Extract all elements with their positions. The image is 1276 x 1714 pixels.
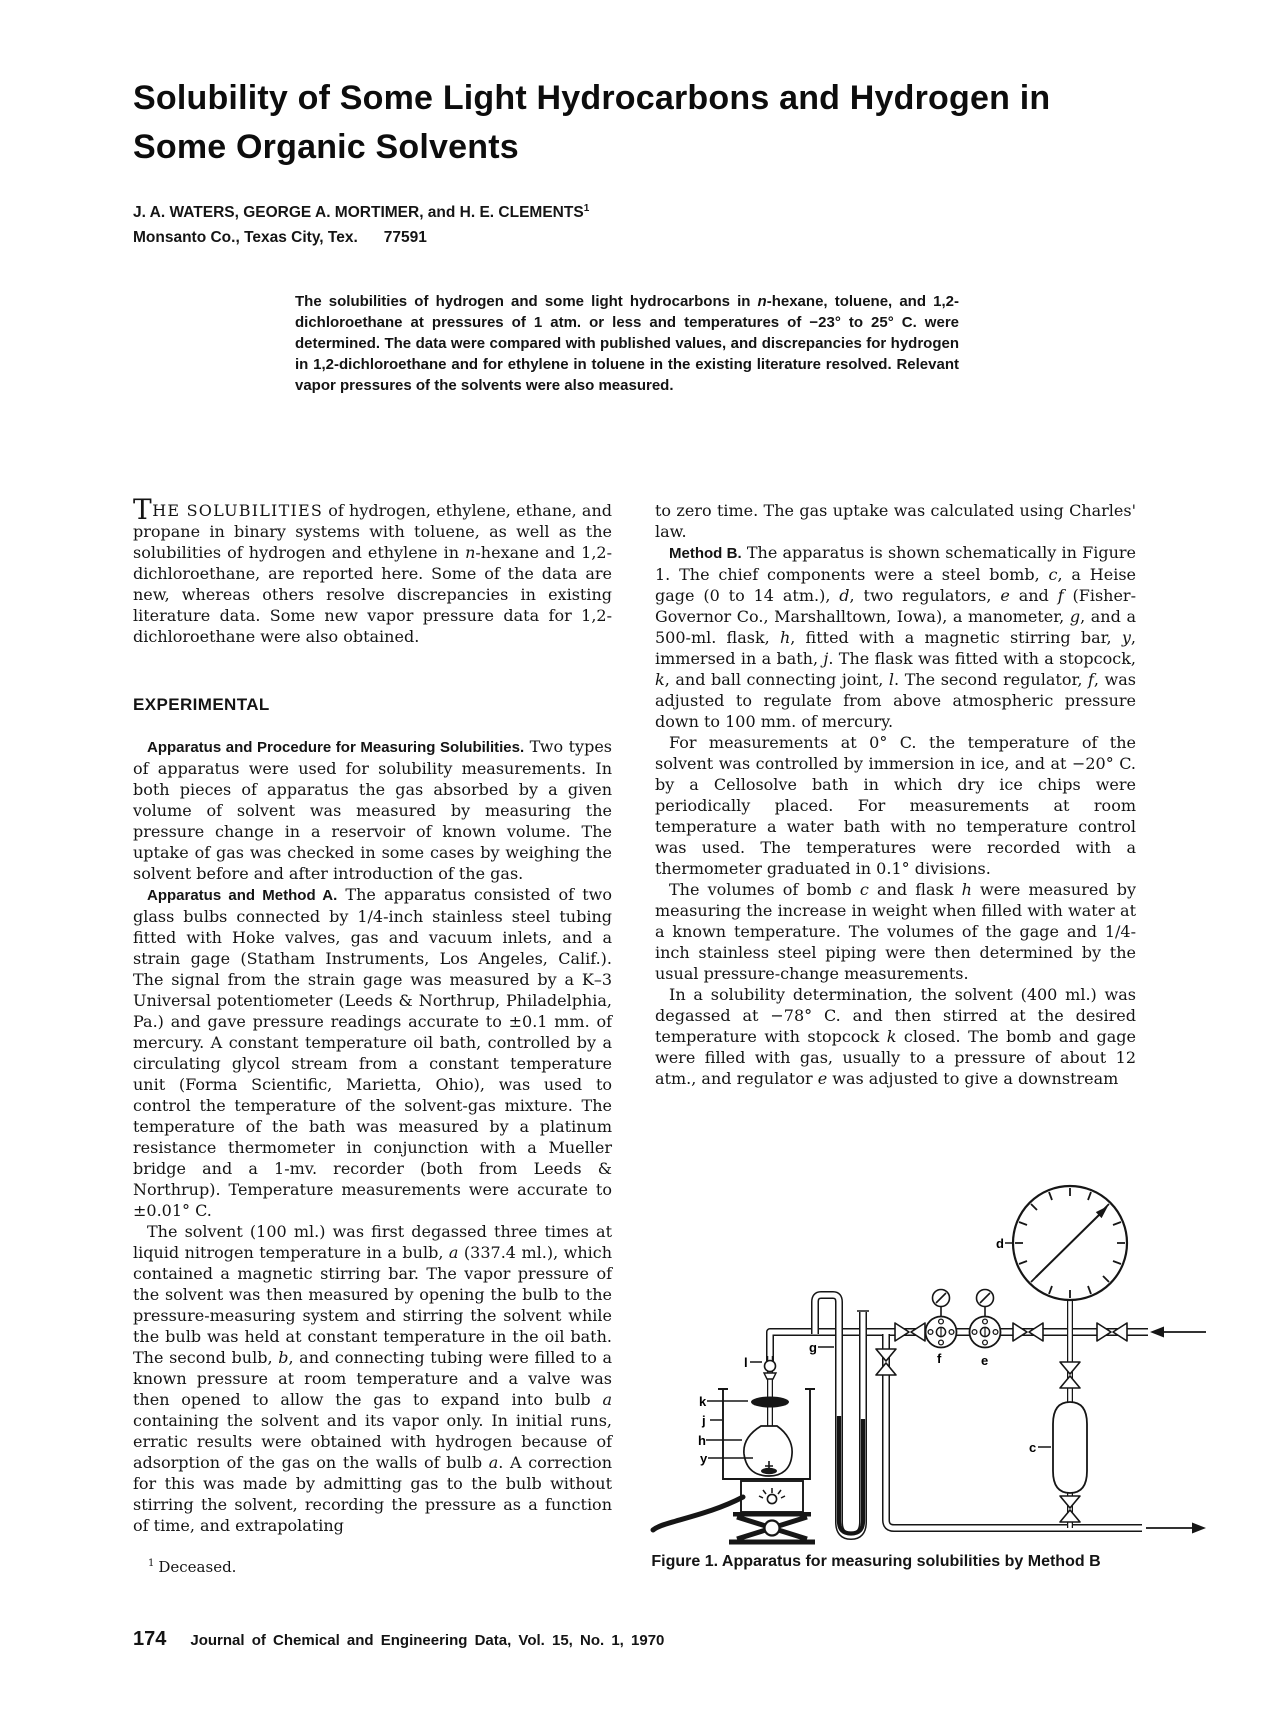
paragraph-solvent: The solvent (100 ml.) was first degassed three times at liquid nitrogen temperature in a bulb, a (337.4 ml.), which contained a magnetic stirring bar. The vapor pressure of the solvent was then measured by opening the bulb to the pressure-measuring system and stirring the solvent while the bulb was held at constant temperature in the oil bath. The second bulb, b, and connecting tubing were filled to a known pressure at room temperature and a valve was then opened to allow the gas to expand into bulb a containing the solvent and its vapor only. In initial runs, erratic results were obtained with hydrogen because of adsorption of the gas on the walls of bulb a. A correction for this was made by admitting gas to the bulb without stirring the solvent, recording the pressure as a function of time, and extrapolating	[133, 1222, 613, 1535]
paragraph-method-b: Method B. The apparatus is shown schematically in Figure 1. The chief components were a steel bomb, c, a Heise gage (0 to 14 atm.), d, two regulators, e and f (Fisher-Governor Co., Marshalltown, Iowa), a manometer, g, and a 500-ml. flask, h, fitted with a magnetic stirring bar, y, immersed in a bath, j. The flask was fitted with a stopcock, k, and ball connecting joint, l. The second regulator, f, was adjusted to regulate from above atmospheric pressure down to 100 mm. of mercury.	[655, 543, 1137, 731]
figure-label-h: h	[698, 1433, 706, 1448]
apparatus-diagram	[628, 1178, 1212, 1554]
figure-label-c: c	[1029, 1440, 1037, 1455]
page-title	[133, 74, 1133, 172]
paragraph-volumes: The volumes of bomb c and flask h were measured by measuring the increase in weight when filled with water at a known temperature. The volumes of the gage and 1/4-inch stainless steel piping were then determined by the usual pressure-change measurements.	[655, 880, 1137, 983]
paragraph-apparatus-procedure: Apparatus and Procedure for Measuring Solubilities. Two types of apparatus were used for solubility measurements. In both pieces of apparatus the gas absorbed by a given volume of solvent was measured by measuring the pressure change in a reservoir of known volume. The uptake of gas was checked in some cases by weighing the solvent before and after introduction of the gas.	[133, 737, 612, 883]
page-number: 174	[133, 1628, 167, 1650]
gas-inlet-arrow	[1150, 1327, 1206, 1338]
figure-label-e: e	[981, 1353, 989, 1368]
paragraph-method-a: Apparatus and Method A. The apparatus consisted of two glass bulbs connected by 1/4-inch stainless steel tubing fitted with Hoke valves, gas and vacuum inlets, and a strain gage (Statham Instruments, Los Angeles, Calif.). The signal from the strain gage was measured by a K–3 Universal potentiometer (Leeds & Northrup, Philadelphia, Pa.) and gave pressure readings accurate to ±0.1 mm. of mercury. A constant temperature oil bath, controlled by a circulating glycol stream from a constant temperature unit (Forma Scientific, Marietta, Ohio), was used to control the temperature of the solvent-gas mixture. The temperature of the bath was measured by a platinum resistance thermometer in conjunction with a Mueller bridge and a 1-mv. recorder (both from Leeds & Northrup). Temperature measurements were accurate to ±0.01° C.	[133, 885, 612, 1220]
affiliation-zip: 77591	[383, 229, 427, 246]
run-in-heading: Method B.	[669, 545, 742, 562]
pressure-gauge-d	[1013, 1186, 1127, 1300]
figure-caption: Figure 1. Apparatus for measuring solubilities by Method B	[651, 1553, 1101, 1570]
page-footer	[133, 1628, 664, 1651]
column-right	[655, 500, 1136, 1089]
footnote-text: Deceased.	[158, 1558, 237, 1576]
figure-label-y: y	[700, 1451, 708, 1466]
figure-label-l: l	[744, 1355, 748, 1370]
paragraph-measurements: For measurements at 0° C. the temperature of the solvent was controlled by immersion in ice, and at −20° C. by a Cellosolve bath in which dry ice chips were periodically placed. For measurements at room temperature a water bath with no temperature control was used. The temperatures were recorded with a thermometer graduated in 0.1° divisions.	[655, 733, 1136, 878]
gas-bomb-c	[1053, 1402, 1087, 1493]
regulator-e	[970, 1290, 1001, 1348]
title-line-2: Some Organic Solvents	[133, 128, 519, 166]
footnote	[148, 1558, 236, 1576]
paragraph-intro: THE SOLUBILITIES of hydrogen, ethylene, ethane, and propane in binary systems with toluene, as well as the solubilities of hydrogen and ethylene in n-hexane and 1,2-dichloroethane, are reported here. Some of the data are new, whereas others resolve discrepancies in existing literature data. Some new vapor pressure data for 1,2-dichloroethane were also obtained.	[133, 493, 613, 646]
piping	[770, 1295, 1148, 1536]
figure-label-k: k	[699, 1394, 707, 1409]
gas-outlet-arrow	[1146, 1523, 1206, 1534]
figure-labels	[698, 1236, 1051, 1466]
affiliation-text: Monsanto Co., Texas City, Tex.	[133, 229, 358, 246]
section-heading-experimental: EXPERIMENTAL	[133, 695, 270, 714]
run-in-heading: Apparatus and Procedure for Measuring Solubilities.	[147, 739, 525, 756]
lab-jack	[729, 1512, 815, 1545]
figure-label-f: f	[937, 1351, 942, 1366]
figure-label-j: j	[702, 1413, 706, 1428]
paragraph-solubility: In a solubility determination, the solvent (400 ml.) was degassed at −78° C. and then stirred at the desired temperature with stopcock k closed. The bomb and gage were filled with gas, usually to a pressure of about 12 atm., and regulator e was adjusted to give a downstream	[655, 985, 1136, 1088]
title-line-1: Solubility of Some Light Hydrocarbons and Hydrogen in	[133, 79, 1051, 117]
authors-line	[133, 203, 589, 222]
power-cord	[653, 1497, 743, 1530]
column-left	[133, 493, 613, 1536]
author-footnote-mark: 1	[583, 203, 590, 214]
ball-joint-l	[764, 1361, 776, 1380]
magnetic-stirrer	[653, 1481, 803, 1530]
valve-icons	[876, 1323, 1127, 1522]
footnote-mark: 1	[148, 1558, 155, 1569]
figure-label-g: g	[809, 1340, 817, 1355]
figure-label-d: d	[996, 1236, 1004, 1251]
regulator-f	[926, 1290, 957, 1348]
journal-citation: Journal of Chemical and Engineering Data, Vol. 15, No. 1, 1970	[190, 1632, 665, 1649]
author-names: J. A. WATERS, GEORGE A. MORTIMER, and H. E. CLEMENTS	[133, 204, 584, 222]
abstract: The solubilities of hydrogen and some light hydrocarbons in n-hexane, toluene, and 1,2-dichloroethane at pressures of 1 atm. or less and temperatures of −23° to 25° C. were determined. The data were compared with published values, and discrepancies for hydrogen in 1,2-dichloroethane and for ethylene in toluene in the existing literature resolved. Relevant vapor pressures of the solvents were also measured.	[295, 293, 959, 394]
drop-cap: T	[133, 493, 153, 526]
run-in-heading: Apparatus and Method A.	[147, 887, 338, 904]
stopcock-k	[751, 1397, 789, 1408]
affiliation-line	[133, 229, 427, 247]
figure-1	[628, 1178, 1212, 1554]
paragraph-zero-time: to zero time. The gas uptake was calculated using Charles' law.	[655, 501, 1136, 541]
